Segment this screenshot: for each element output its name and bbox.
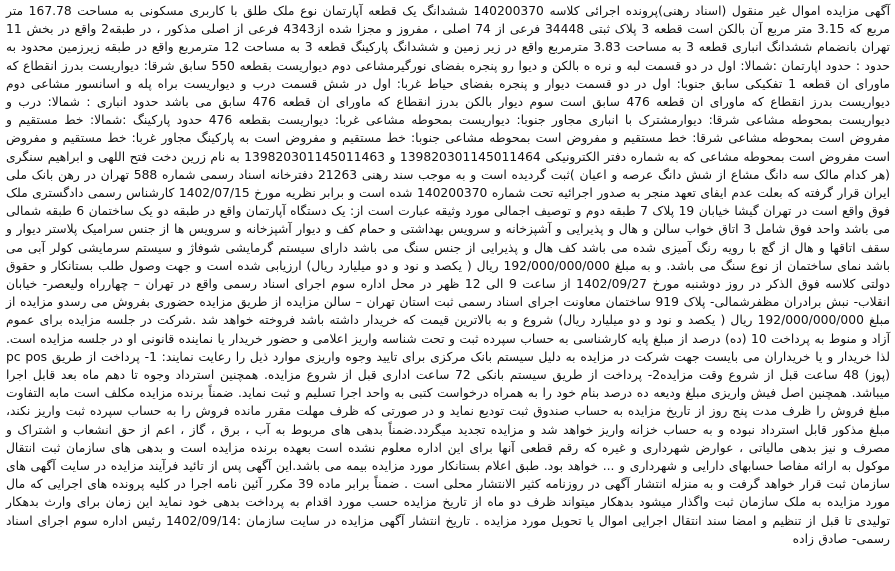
notice-body-text: آگهی مزایده اموال غیر منقول (اسناد رهنی)پرونده اجرائی کلاسه 140200370 ششدانگ یک قطعه آپارتمان نوع ملک طلق با کاربری مسکونی به مساحت 167.78 متر مربع که 3.15 متر مربع آن بالکن است قطعه 3 پلاک ثبتی 34448 فرعی از 74 اصلی ، مفروز و مجزا شده از4343 فرعی از اصلی مذکور ، در طبقه2 واقع در بخش 11 تهران بانضمام ششدانگ انباری قطعه 3 به مساحت 3.83 مترمربع واقع در زیر زمین و ششدانگ پارکینگ قطعه 3 به مساحت 12 مترمربع واقع در طبقه زیرزمین محدود به حدود : حدود اپارتمان :شمالا: اول در دو قسمت لبه و نره ه بالکن و دیوا رو پنجره بفضای نورگیرمشاعی دوم دیواریست بقطعه 550 سابق شرقا: دیواریست بدرز انقطاع که ماورای ان قطعه 1 تفکیکی سابق جنوبا: اول در دو قسمت دیوار و پنجره بفضای حیاط غربا: اول در شش قسمت درب و دیواریست براه پله و اسانسور مشاعی دوم دیواریست بدرز انقطاع که ماورای ان قطعه 476 سابق است سوم دیوار بالکن بدرز انقطاع که ماورای ان قطعه 476 سابق می باشد حدود انباری : شمالا: درب و دیواریست بمحوطه مشاعی شرقا: دیوارمشترک با انباری مجاور جنوبا: دیواریست بمحوطه مشاعی غربا: دیواریست بقطعه 476 حدود پارکینگ :شمالا: خط مستقیم و مفروض است بمحوطه مشاعی شرقا: خط مستقیم و مفروض است بمحوطه مشاعی جنوبا: خط مستقیم و مفروض است به پارکینگ مجاور غربا: خط مستقیم و مفروض است مفروض است بمحوطه مشاعی که به شماره دفتر الکترونیکی 139820301145011464 و 139820301145011463 به نام زرین دخت فتح اللهی و ابراهیم سنگری (هر کدام مالک سه دانگ مشاع از شش دانگ عرصه و اعیان )ثبت گردیده است و به موجب سند رهنی 21263 دفترخانه اسناد رسمی شماره 588 تهران در رهن بانک ملی ایران قرار گرفته که بعلت عدم ایفای تعهد منجر به صدور اجرائیه تحت شماره 140200370 شده است و برابر نظریه مورخ 1402/07/15 کارشناس رسمی دادگستری ملک فوق واقع است در تهران گیشا خیابان 19 پلاک 7 طبقه دوم و توصیف اجمالی مورد وثیقه عبارت است از: یک دستگاه آپارتمان واقع در طبقه دو یک ساختمان 6 طبقه شمالی می باشد واحد فوق شامل 3 اتاق خواب سالن و هال و پذیرایی و آشپزخانه و سرویس بهداشتی و حمام کف و دیوار آشپزخانه و سرویس ها از جنس سرامیک پلاستر دیوار و سقف اتاقها و هال از گچ با رویه رنگ آمیزی شده می باشد کف هال و پذیرایی از جنس سنگ می باشد دارای سیستم گرمایشی شوفاژ و سیستم سرمایشی کولر آبی می باشد نمای ساختمان از نوع سنگ می باشد. و به مبلغ 192/000/000/000 ریال ( یکصد و نود و دو میلیارد ریال) ارزیابی شده است و جهت وصول طلب بستانکار و حقوق دولتی کلاسه فوق الذکر در روز دوشنبه مورخ 1402/09/27 از ساعت 9 الی 12 ظهر در محل اداره سوم اجرای اسناد رسمی واقع در تهران – چهارراه ولیعصر- خیابان انقلاب- نبش برادران مظفرشمالی- پلاک 919 ساختمان معاونت اجرای اسناد رسمی ثبت استان تهران – سالن مزایده از طریق مزایده حضوری بفروش می رسدو مزایده از مبلغ 192/000/000/000 ریال ( یکصد و نود و دو میلیارد ریال) شروع و به بالاترین قیمت که خریدار داشته باشد فروخته خواهد شد .شرکت در جلسه مزایده برای عموم آزاد و منوط به پرداخت 10 (ده) درصد از مبلغ پایه کارشناسی به حساب سپرده ثبت و تحت شناسه واریز اعلامی و حضور خریدار یا نماینده قانونی او در جلسه مزایده است. لذا خریدار و یا خریداران می بایست جهت شرکت در مزایده به دلیل سیستم بانک مرکزی برای تایید وجوه واریزی موارد ذیل را رعایت نمایند: 1- پرداخت از طریق pc pos (پوز) 48 ساعت قبل از شروع وقت مزایده2- پرداخت از طریق سیستم بانکی 72 ساعت اداری قبل از شروع مزایده. همچنین استرداد وجوه تا دهم ماه بعد قابل اجرا میباشد. همچنین اصل فیش واریزی مبلغ ودیعه ده درصد بنام خود را به همراه درخواست کتبی به واحد اجرا تسلیم و ثبت نماید. ضمناً برنده مزایده مکلف است مابه التفاوت مبلغ فروش را ظرف مدت پنج روز از تاریخ مزایده به حساب صندوق ثبت تودیع نماید و در صورتی که ظرف مهلت مقرر مانده فروش را به حساب سپرده ثبت واریز نکند، مبلغ مذکور قابل استرداد نبوده و به حساب خزانه واریز خواهد شد و مزایده تجدید میگردد.ضمناً بدهی های مربوط به آب ، برق ، گاز ، اعم از حق انشعاب و اشتراک و مصرف و نیز بدهی مالیاتی ، عوارض شهرداری و غیره که رقم قطعی آنها برای این اداره معلوم نشده است بعهده برنده مزایده است و بدهی های سازمان ثبت انتقال موکول به ارائه مفاصا حسابهای دارایی و شهرداری و ... خواهد بود. طبق اعلام بستانکار مورد مزایده بیمه می باشد.این آگهی پس از تائید فرآیند مزایده در سایت آگهی های سازمان ثبت قرار خواهد گرفت و به منزله انتشار آگهی در روزنامه کثیر الانتشار محلی است . ضمناً برابر ماده 39 مکرر آئین نامه اجرا در کلیه پرونده های اجرایی که مال مورد مزایده به ملک سازمان ثبت واگذار میشود بدهکار میتواند ظرف دو ماه از تاریخ مزایده حسب مورد اقدام به پرداخت بدهی خود نماید این زمان برای وارث بدهکار تولیدی تا قبل از تنظیم و امضا سند انتقال اجرایی اموال یا تحویل مورد مزایده . تاریخ انتشار آگهی مزایده در سایت سازمان :1402/09/14 رئیس اداره سوم اجرای اسناد رسمی- صادق زاده xyxy=(6,4,891,546)
